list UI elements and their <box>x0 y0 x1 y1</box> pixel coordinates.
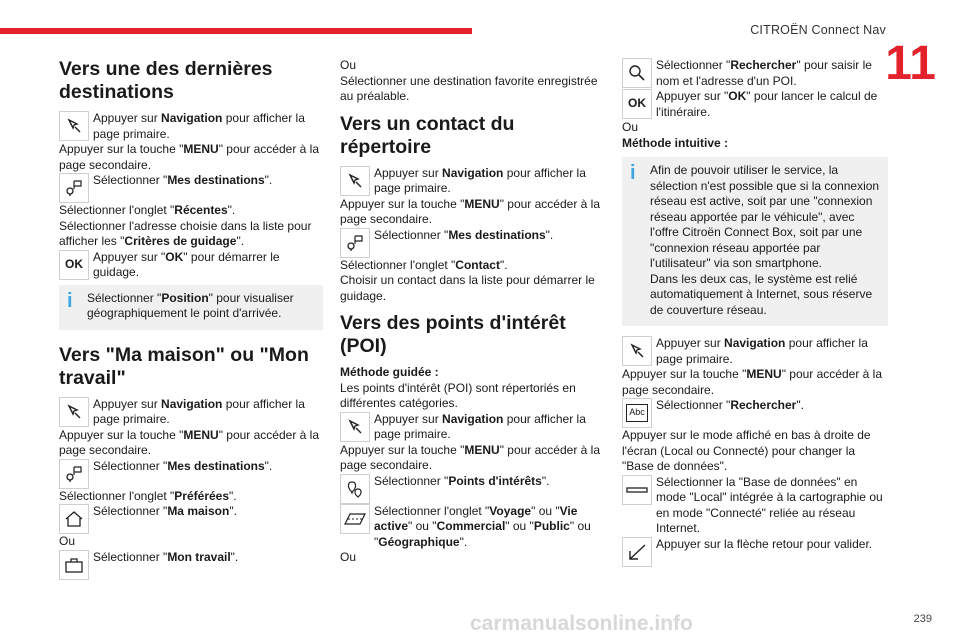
step-row: OK Appuyer sur "OK" pour démarrer le guidage. <box>59 250 323 281</box>
step-row: Appuyer sur Navigation pour afficher la page primaire. <box>59 111 323 142</box>
ok-icon: OK <box>59 250 89 280</box>
page-number: 239 <box>913 613 932 625</box>
step-row: Sélectionner "Mes destinations". <box>340 228 606 258</box>
info-icon: i <box>67 289 73 312</box>
step-row: Sélectionner "Points d'intérêts". <box>340 474 606 504</box>
column-3: Sélectionner "Rechercher" pour saisir le nom et l'adresse d'un POI. OK Appuyer sur "OK" pour lancer le calcul de l'itinéraire. Ou Méthode intuitive : i Afin de pouvoir utiliser le service, la sélection n'est possible que si la connexion réseau est active, soit par une "connexion réseau apportée par le véhicule", avec l'offre Citroën Connect Box, soit par une "connexion réseau apportée par l'utilisateur" via son smartphone. Dans les deux cas, le système est relié automatiquement à Internet, sous réserve de couverture réseau. Appuyer sur Navigation pour afficher la page primaire. Appuyer sur la touche "MENU" pour accéder à la page secondaire. Abc Sélectionner "Rechercher". Appuyer sur le mode affiché en bas à droite de l'écran (Local ou Connecté) pour changer la "Base de données". Sélectionner la "Base de données" en mode "Local" intégrée à la cartographie ou en mode "Connecté" reliée au réseau Internet. Appuyer sur la flèche retour pour valider. <box>622 58 888 567</box>
info-icon: i <box>630 162 636 184</box>
step-row: Sélectionner "Rechercher" pour saisir le nom et l'adresse d'un POI. <box>622 58 888 89</box>
step-row: Appuyer sur Navigation pour afficher la page primaire. <box>340 412 606 443</box>
step-row: Sélectionner "Ma maison". <box>59 504 323 534</box>
database-bar-icon <box>622 475 652 505</box>
header-title: CITROËN Connect Nav <box>750 23 886 37</box>
section-title-poi: Vers des points d'intérêt (POI) <box>340 312 566 357</box>
column-2: Ou Sélectionner une destination favorite enregistrée au préalable. Vers un contact du répertoire Appuyer sur Navigation pour afficher la page primaire. Appuyer sur la touche "MENU" pour accéder à la page secondaire. Sélectionner "Mes destinations". Sélectionner l'onglet "Contact". Choisir un contact dans la liste pour démarrer le guidage. Vers des points d'intérêt (POI) Méthode guidée : Les points d'intérêt (POI) sont répertoriés en différentes catégories. Appuyer sur Navigation pour afficher la page primaire. Appuyer sur la touche "MENU" pour accéder à la page secondaire. Sélectionner "Points d'intérêts". Sélectionner l'onglet "Voyage" ou "Vie active" ou "Commercial" ou "Public" ou "Géographique". Ou <box>340 58 606 566</box>
destinations-flag-icon <box>59 173 89 203</box>
step-row: Appuyer sur Navigation pour afficher la page primaire. <box>340 166 606 197</box>
navigation-icon <box>340 166 370 196</box>
destinations-flag-icon <box>340 228 370 258</box>
navigation-icon <box>59 111 89 141</box>
navigation-icon <box>59 397 89 427</box>
back-arrow-icon <box>622 537 652 567</box>
step-row: Sélectionner "Mes destinations". <box>59 173 323 203</box>
section-title-contact: Vers un contact du répertoire <box>340 112 515 158</box>
chapter-number: 11 <box>885 37 936 90</box>
search-icon <box>622 58 652 88</box>
map-road-icon <box>340 504 370 534</box>
section-title-home-work: Vers "Ma maison" ou "Mon travail" <box>59 343 309 389</box>
destinations-flag-icon <box>59 459 89 489</box>
step-row: Appuyer sur la flèche retour pour valider. <box>622 537 888 567</box>
step-row: Sélectionner l'onglet "Voyage" ou "Vie active" ou "Commercial" ou "Public" ou "Géographique". <box>340 504 606 551</box>
info-note: i Sélectionner "Position" pour visualiser géographiquement le point d'arrivée. <box>59 285 323 330</box>
keyboard-abc-icon: Abc <box>622 398 652 428</box>
step-row: Appuyer sur Navigation pour afficher la page primaire. <box>622 336 888 367</box>
header-red-bar <box>0 28 472 34</box>
poi-pin-icon <box>340 474 370 504</box>
step-row: Sélectionner "Mon travail". <box>59 550 323 580</box>
step-row: Sélectionner la "Base de données" en mode "Local" intégrée à la cartographie ou en mode "Connecté" reliée au réseau Internet. <box>622 475 888 537</box>
column-1: Vers une des dernières destinations Appuyer sur Navigation pour afficher la page primaire. Appuyer sur la touche "MENU" pour accéder à la page secondaire. Sélectionner "Mes destinations". Sélectionner l'onglet "Récentes". Sélectionner l'adresse choisie dans la liste pour afficher les "Critères de guidage". OK Appuyer sur "OK" pour démarrer le guidage. i Sélectionner "Position" pour visualiser géographiquement le point d'arrivée. Vers "Ma maison" ou "Mon travail" Appuyer sur Navigation pour afficher la page primaire. Appuyer sur la touche "MENU" pour accéder à la page secondaire. Sélectionner "Mes destinations". Sélectionner l'onglet "Préférées". Sélectionner "Ma maison". Ou Sélectionner "Mon travail". <box>59 58 323 580</box>
watermark: carmanualsonline.info <box>470 612 693 635</box>
navigation-icon <box>340 412 370 442</box>
step-row: Abc Sélectionner "Rechercher". <box>622 398 888 428</box>
section-title-recent: Vers une des dernières destinations <box>59 58 273 103</box>
navigation-icon <box>622 336 652 366</box>
briefcase-icon <box>59 550 89 580</box>
step-row: Appuyer sur Navigation pour afficher la page primaire. <box>59 397 323 428</box>
step-row: OK Appuyer sur "OK" pour lancer le calcul de l'itinéraire. <box>622 89 888 120</box>
home-icon <box>59 504 89 534</box>
info-note: i Afin de pouvoir utiliser le service, la sélection n'est possible que si la connexion réseau est active, soit par une "connexion réseau apportée par le véhicule", avec l'offre Citroën Connect Box, soit par une "connexion réseau apportée par l'utilisateur" via son smartphone. Dans les deux cas, le système est relié automatiquement à Internet, sous réserve de couverture réseau. <box>622 157 888 326</box>
ok-icon: OK <box>622 89 652 119</box>
step-row: Sélectionner "Mes destinations". <box>59 459 323 489</box>
